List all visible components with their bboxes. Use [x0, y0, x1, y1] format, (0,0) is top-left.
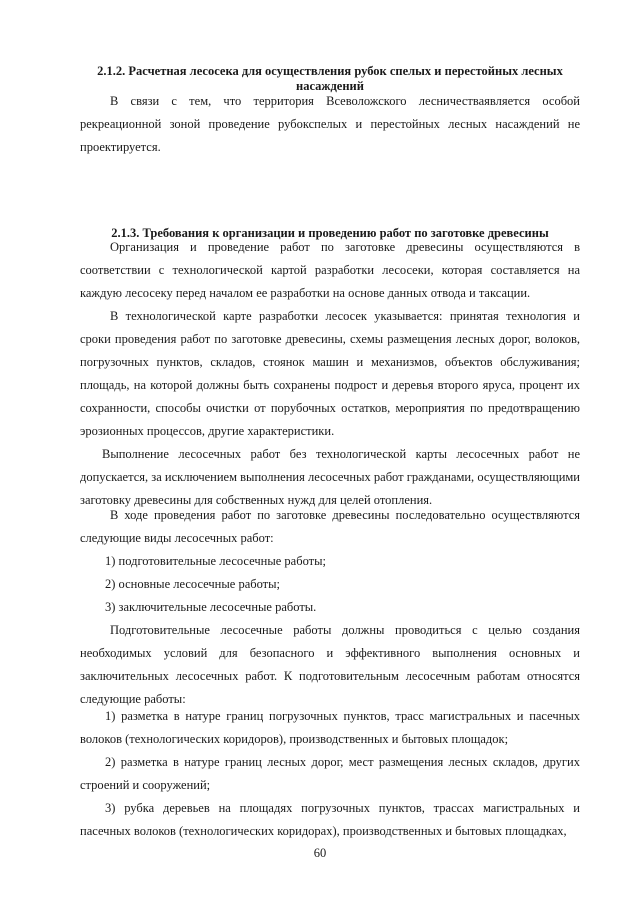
paragraph-preparatory-works: Подготовительные лесосечные работы должны проводиться с целью создания необходимых условий для безопасного и эффективного выполнения основных и заключительных лесосечных работ. К подготовительным лесосечным работам относятся следующие работы: [80, 623, 580, 706]
paragraph-technological-map: В технологической карте разработки лесосек указывается: принятая технология и сроки проведения работ по заготовке древесины, схемы размещения лесных дорог, волоков, погрузочных пунктов, складов, стоянок машин и механизмов, объектов обслуживания; площадь, на которой должны быть сохранены подрост и деревья второго яруса, процент их сохранности, способы очистки от порубочных остатков, мероприятия по предотвращению эрозионных процессов, другие характеристики. [80, 309, 580, 438]
work-type-item: 3) заключительные лесосечные работы. [105, 600, 317, 614]
page-number: 60 [313, 846, 327, 860]
preparatory-item: 3) рубка деревьев на площадях погрузочных пунктов, трассах магистральных и пасечных волоков (технологических коридорах), производственных и бытовых площадках, [80, 801, 580, 838]
paragraph-without-map: Выполнение лесосечных работ без технологической карты лесосечных работ не допускается, за исключением выполнения лесосечных работ гражданами, осуществляющими заготовку древесины для собственных нужд для целей отопления. [80, 447, 580, 507]
paragraph-work-types-intro: В ходе проведения работ по заготовке древесины последовательно осуществляются следующие виды лесосечных работ: [80, 508, 580, 545]
section-heading-2-1-3: 2.1.3. Требования к организации и проведению работ по заготовке древесины [111, 226, 549, 240]
preparatory-item: 1) разметка в натуре границ погрузочных пунктов, трасс магистральных и пасечных волоков (технологических коридоров), производственных и бытовых площадок; [80, 709, 580, 746]
preparatory-item: 2) разметка в натуре границ лесных дорог, мест размещения лесных складов, других строений и сооружений; [80, 755, 580, 792]
section-heading-2-1-2: 2.1.2. Расчетная лесосека для осуществления рубок спелых и перестойных лесных насаждений [97, 64, 563, 93]
section-2-1-2-paragraph: В связи с тем, что территория Всеволожского лесничестваявляется особой рекреационной зоной проведение рубокспелых и перестойных лесных насаждений не проектируется. [80, 94, 580, 154]
paragraph-organization: Организация и проведение работ по заготовке древесины осуществляются в соответствии с технологической картой разработки лесосеки, которая составляется на каждую лесосеку перед началом ее разработки на основе данных отвода и таксации. [80, 240, 580, 300]
work-type-item: 1) подготовительные лесосечные работы; [105, 554, 326, 568]
work-type-item: 2) основные лесосечные работы; [105, 577, 281, 591]
